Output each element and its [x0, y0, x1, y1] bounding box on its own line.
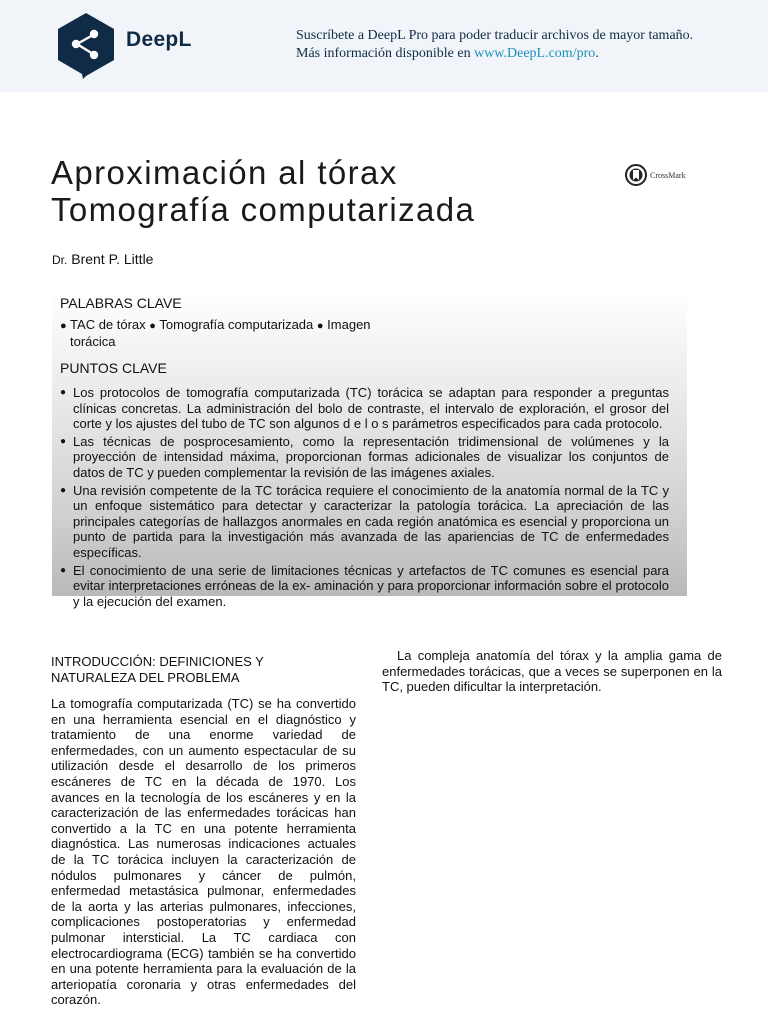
key-points-content [60, 295, 669, 611]
keypoint-item: ● El conocimiento de una serie de limitaciones técnicas y artefactos de TC comunes es esencial para evitar interpretaciones erróneas de la ex- aminación y para proporcionar información sobre el protocolo y la ejecución del examen. [60, 563, 669, 610]
author-prefix: Dr. [52, 253, 68, 267]
keyword-bullet: ● [149, 320, 156, 332]
keyword-bullet: ● [316, 320, 324, 332]
promo-line-2-prefix: Más información disponible en [296, 46, 475, 61]
keywords-heading: PALABRAS CLAVE [60, 295, 182, 311]
keypoints-heading: PUNTOS CLAVE [60, 360, 167, 376]
keypoints-list [60, 385, 669, 609]
section-heading-line-1: INTRODUCCIÓN: DEFINICIONES Y [51, 654, 264, 669]
author-line [52, 251, 153, 267]
keyword-item: Tomografía computarizada [159, 317, 314, 332]
keyword-item: Imagen [327, 317, 371, 332]
keypoint-item: ● Una revisión competente de la TC torácica requiere el conocimiento de la anatomía normal de la TC y un enfoque sistemático para detectar y caracterizar la patología torácica. La apreciación de las principales categorías de hallazgos anormales en cada región anatómica es esencial y proporciona un punto de partida para la investigación más avanzada de las apariencias de TC de enfermedades específicas. [60, 483, 669, 561]
promo-line-2 [296, 45, 746, 63]
crossmark-label: CrossMark [650, 170, 686, 180]
keypoint-item: ● Los protocolos de tomografía computarizada (TC) torácica se adaptan para responder a preguntas clínicas concretas. La administración del bolo de contraste, el intervalo de exploración, el grosor del corte y los ajustes del tubo de TC son algunos d e l o s parámetros especificados para cada protocolo. [60, 385, 669, 432]
author-name: Brent P. Little [71, 251, 154, 267]
deepl-promo-text [296, 27, 746, 63]
left-column [51, 654, 356, 1008]
deepl-pro-link[interactable]: www.DeepL.com/pro [474, 46, 596, 61]
keyword-item: TAC de tórax [70, 317, 146, 332]
deepl-logo-icon [55, 12, 117, 80]
intro-paragraph: La tomografía computarizada (TC) se ha convertido en una herramienta esencial en el diagnóstico y tratamiento de una enorme variedad de enfermedades, con un aumento espectacular de su utilización desde el desarrollo de los primeros escáneres de TC en la década de 1970. Los avances en la tecnología de los escáneres y en la caracterización de las enfermedades torácicas han convertido a la TC en una potente herramienta diagnóstica. Las numerosas indicaciones actuales de la TC torácica incluyen la caracterización de nódulos pulmonares y cáncer de pulmón, enfermedad metastásica pulmonar, enfermedades de la aorta y las arterias pulmonares, infecciones, complicaciones postoperatorias y enfermedad pulmonar intersticial. La TC cardiaca con electrocardiograma (ECG) también se ha convertido en una potente herramienta para la evaluación de la arteriopatía coronaria y otras enfermedades del corazón. [51, 696, 356, 1008]
promo-line-1: Suscríbete a DeepL Pro para poder traducir archivos de mayor tamaño. [296, 28, 694, 43]
keypoint-item: ● Las técnicas de posprocesamiento, como la representación tridimensional de volúmenes y la proyección de intensidad máxima, proporcionan formas adicionales de visualizar los conjuntos de datos de TC y pueden complementar la revisión de las imágenes axiales. [60, 434, 669, 481]
promo-line-2-suffix: . [595, 46, 599, 61]
deepl-brand-name: DeepL [126, 28, 192, 51]
crossmark-icon [625, 164, 647, 186]
keyword-bullet: ● [60, 320, 67, 332]
crossmark-badge[interactable] [625, 164, 686, 186]
right-column [382, 648, 722, 695]
keyword-item: torácica [70, 334, 116, 349]
deepl-banner [0, 0, 768, 92]
section-heading [51, 654, 356, 686]
title-line-1: Aproximación al tórax [51, 154, 398, 191]
article-title [51, 154, 475, 228]
keywords-list [60, 317, 669, 350]
title-line-2: Tomografía computarizada [51, 191, 476, 228]
anatomy-paragraph: La compleja anatomía del tórax y la amplia gama de enfermedades torácicas, que a veces se superponen en la TC, pueden dificultar la interpretación. [382, 648, 722, 695]
section-heading-line-2: NATURALEZA DEL PROBLEMA [51, 670, 240, 685]
